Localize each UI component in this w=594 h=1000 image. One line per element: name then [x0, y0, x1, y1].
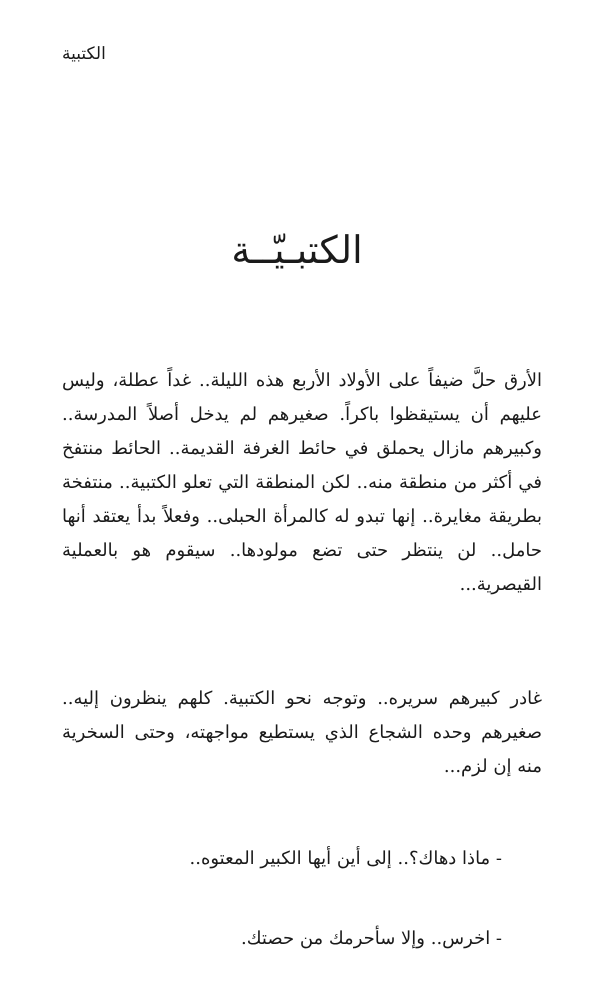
dialogue-line-1: - ماذا دهاك؟.. إلى أين أيها الكبير المعتوه..	[189, 848, 502, 869]
paragraph-1: الأرق حلَّ ضيفاً على الأولاد الأربع هذه الليلة.. غداً عطلة، وليس عليهم أن يستيقظوا باكراً. صغيرهم لم يدخل أصلاً المدرسة.. وكبيرهم مازال يحملق في حائط الغرفة القديمة.. الحائط منتفخ في أكثر من منطقة منه.. لكن المنطقة التي تعلو الكتبية.. منتفخة بطريقة مغايرة.. إنها تبدو له كالمرأة الحبلى.. وفعلاً بدأ يعتقد أنها حامل.. لن ينتظر حتى تضع مولودها.. سيقوم هو بالعملية القيصرية...	[62, 370, 542, 595]
chapter-title: الكتبـيّــة	[231, 228, 363, 272]
paragraph-2: غادر كبيرهم سريره.. وتوجه نحو الكتبية. كلهم ينظرون إليه.. صغيرهم وحده الشجاع الذي يستطيع مواجهته، وحتى السخرية منه إن لزم...	[62, 688, 542, 777]
running-header: الكتبية	[62, 44, 106, 64]
dialogue-line-2: - اخرس.. وإلا سأحرمك من حصتك.	[241, 928, 502, 949]
